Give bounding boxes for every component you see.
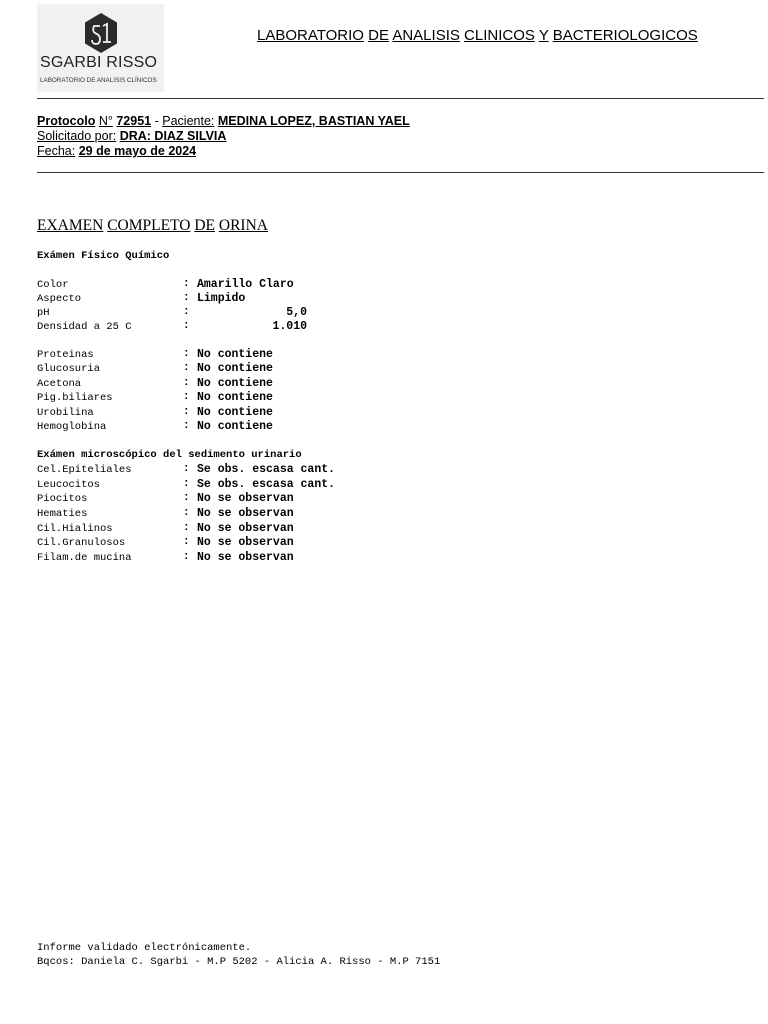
signers-line: Bqcos: Daniela C. Sgarbi - M.P 5202 - Alicia A. Risso - M.P 7151: [37, 956, 441, 968]
result-value: No contiene: [197, 406, 273, 419]
protocol-separator: -: [154, 114, 159, 128]
result-value: No se observan: [197, 536, 294, 549]
result-value: No contiene: [197, 391, 273, 404]
result-value: Limpido: [197, 292, 246, 305]
result-colon: :: [183, 348, 190, 360]
exam-title-word: ORINA: [218, 217, 268, 234]
result-value: 1.010: [272, 320, 307, 333]
result-colon: :: [183, 478, 190, 490]
result-label: Densidad a 25 C: [37, 321, 132, 333]
result-label: Cil.Granulosos: [37, 537, 126, 549]
result-value: No contiene: [197, 377, 273, 390]
result-colon: :: [183, 551, 190, 563]
requested-label: Solicitado por:: [37, 129, 117, 143]
protocol-number: 72951: [116, 114, 152, 128]
result-value: No se observan: [197, 492, 294, 505]
logo-name: SGARBI RISSO: [40, 54, 158, 71]
result-colon: :: [183, 507, 190, 519]
date-label: Fecha:: [37, 144, 76, 158]
result-colon: :: [183, 406, 190, 418]
result-label: Cel.Epiteliales: [37, 464, 132, 476]
validation-note: Informe validado electrónicamente.: [37, 942, 252, 954]
protocol-no-label: N°: [98, 114, 113, 128]
result-value: 5,0: [286, 306, 307, 319]
lab-title-word: DE: [368, 27, 389, 44]
result-value: No se observan: [197, 507, 294, 520]
result-colon: :: [183, 536, 190, 548]
result-label: pH: [37, 307, 50, 319]
doctor-name: DRA: DIAZ SILVIA: [119, 129, 227, 143]
result-label: Pig.biliares: [37, 392, 113, 404]
result-label: Acetona: [37, 378, 82, 390]
result-label: Piocitos: [37, 493, 88, 505]
report-date: 29 de mayo de 2024: [78, 144, 197, 158]
result-value: Amarillo Claro: [197, 278, 294, 291]
logo-subtitle: LABORATORIO DE ANALISIS CLÍNICOS: [40, 77, 157, 84]
lab-title-word: CLINICOS: [464, 27, 535, 44]
lab-title-word: LABORATORIO: [257, 27, 364, 44]
micro-section-heading: Exámen microscópico del sedimento urinario: [37, 449, 302, 461]
result-colon: :: [183, 522, 190, 534]
result-label: Glucosuria: [37, 363, 101, 375]
lab-logo: [37, 4, 164, 92]
requested-line: [37, 129, 226, 144]
result-label: Cil.Hialinos: [37, 523, 113, 535]
patient-name: MEDINA LOPEZ, BASTIAN YAEL: [217, 114, 410, 128]
result-label: Hematies: [37, 508, 88, 520]
result-colon: :: [183, 391, 190, 403]
result-label: Color: [37, 279, 69, 291]
result-label: Proteinas: [37, 349, 94, 361]
result-label: Leucocitos: [37, 479, 101, 491]
result-colon: :: [183, 292, 190, 304]
physical-section-heading: Exámen Físico Químico: [37, 250, 170, 262]
date-line: [37, 144, 196, 159]
exam-title-word: COMPLETO: [107, 217, 191, 234]
result-value: No contiene: [197, 348, 273, 361]
result-colon: :: [183, 377, 190, 389]
result-colon: :: [183, 492, 190, 504]
lab-title-word: Y: [538, 27, 549, 44]
lab-title: [257, 27, 698, 44]
result-colon: :: [183, 306, 190, 318]
result-colon: :: [183, 320, 190, 332]
exam-title: [37, 217, 268, 235]
result-value: No se observan: [197, 551, 294, 564]
result-colon: :: [183, 278, 190, 290]
result-value: No contiene: [197, 362, 273, 375]
result-label: Hemoglobina: [37, 421, 107, 433]
result-colon: :: [183, 463, 190, 475]
result-value: No contiene: [197, 420, 273, 433]
result-colon: :: [183, 420, 190, 432]
lab-title-word: BACTERIOLOGICOS: [552, 27, 698, 44]
result-label: Aspecto: [37, 293, 82, 305]
exam-title-word: DE: [194, 217, 215, 234]
result-colon: :: [183, 362, 190, 374]
exam-title-word: EXAMEN: [37, 217, 104, 234]
protocol-label: Protocolo: [37, 114, 96, 128]
logo-hexagon-icon: [83, 12, 119, 54]
result-value: Se obs. escasa cant.: [197, 478, 336, 491]
result-label: Filam.de mucina: [37, 552, 132, 564]
result-label: Urobilina: [37, 407, 94, 419]
result-value: Se obs. escasa cant.: [197, 463, 336, 476]
protocol-line: [37, 114, 410, 129]
lab-title-word: ANALISIS: [392, 27, 460, 44]
header-divider: [37, 98, 764, 99]
result-value: No se observan: [197, 522, 294, 535]
patient-label: Paciente:: [162, 114, 215, 128]
info-divider: [37, 172, 764, 173]
